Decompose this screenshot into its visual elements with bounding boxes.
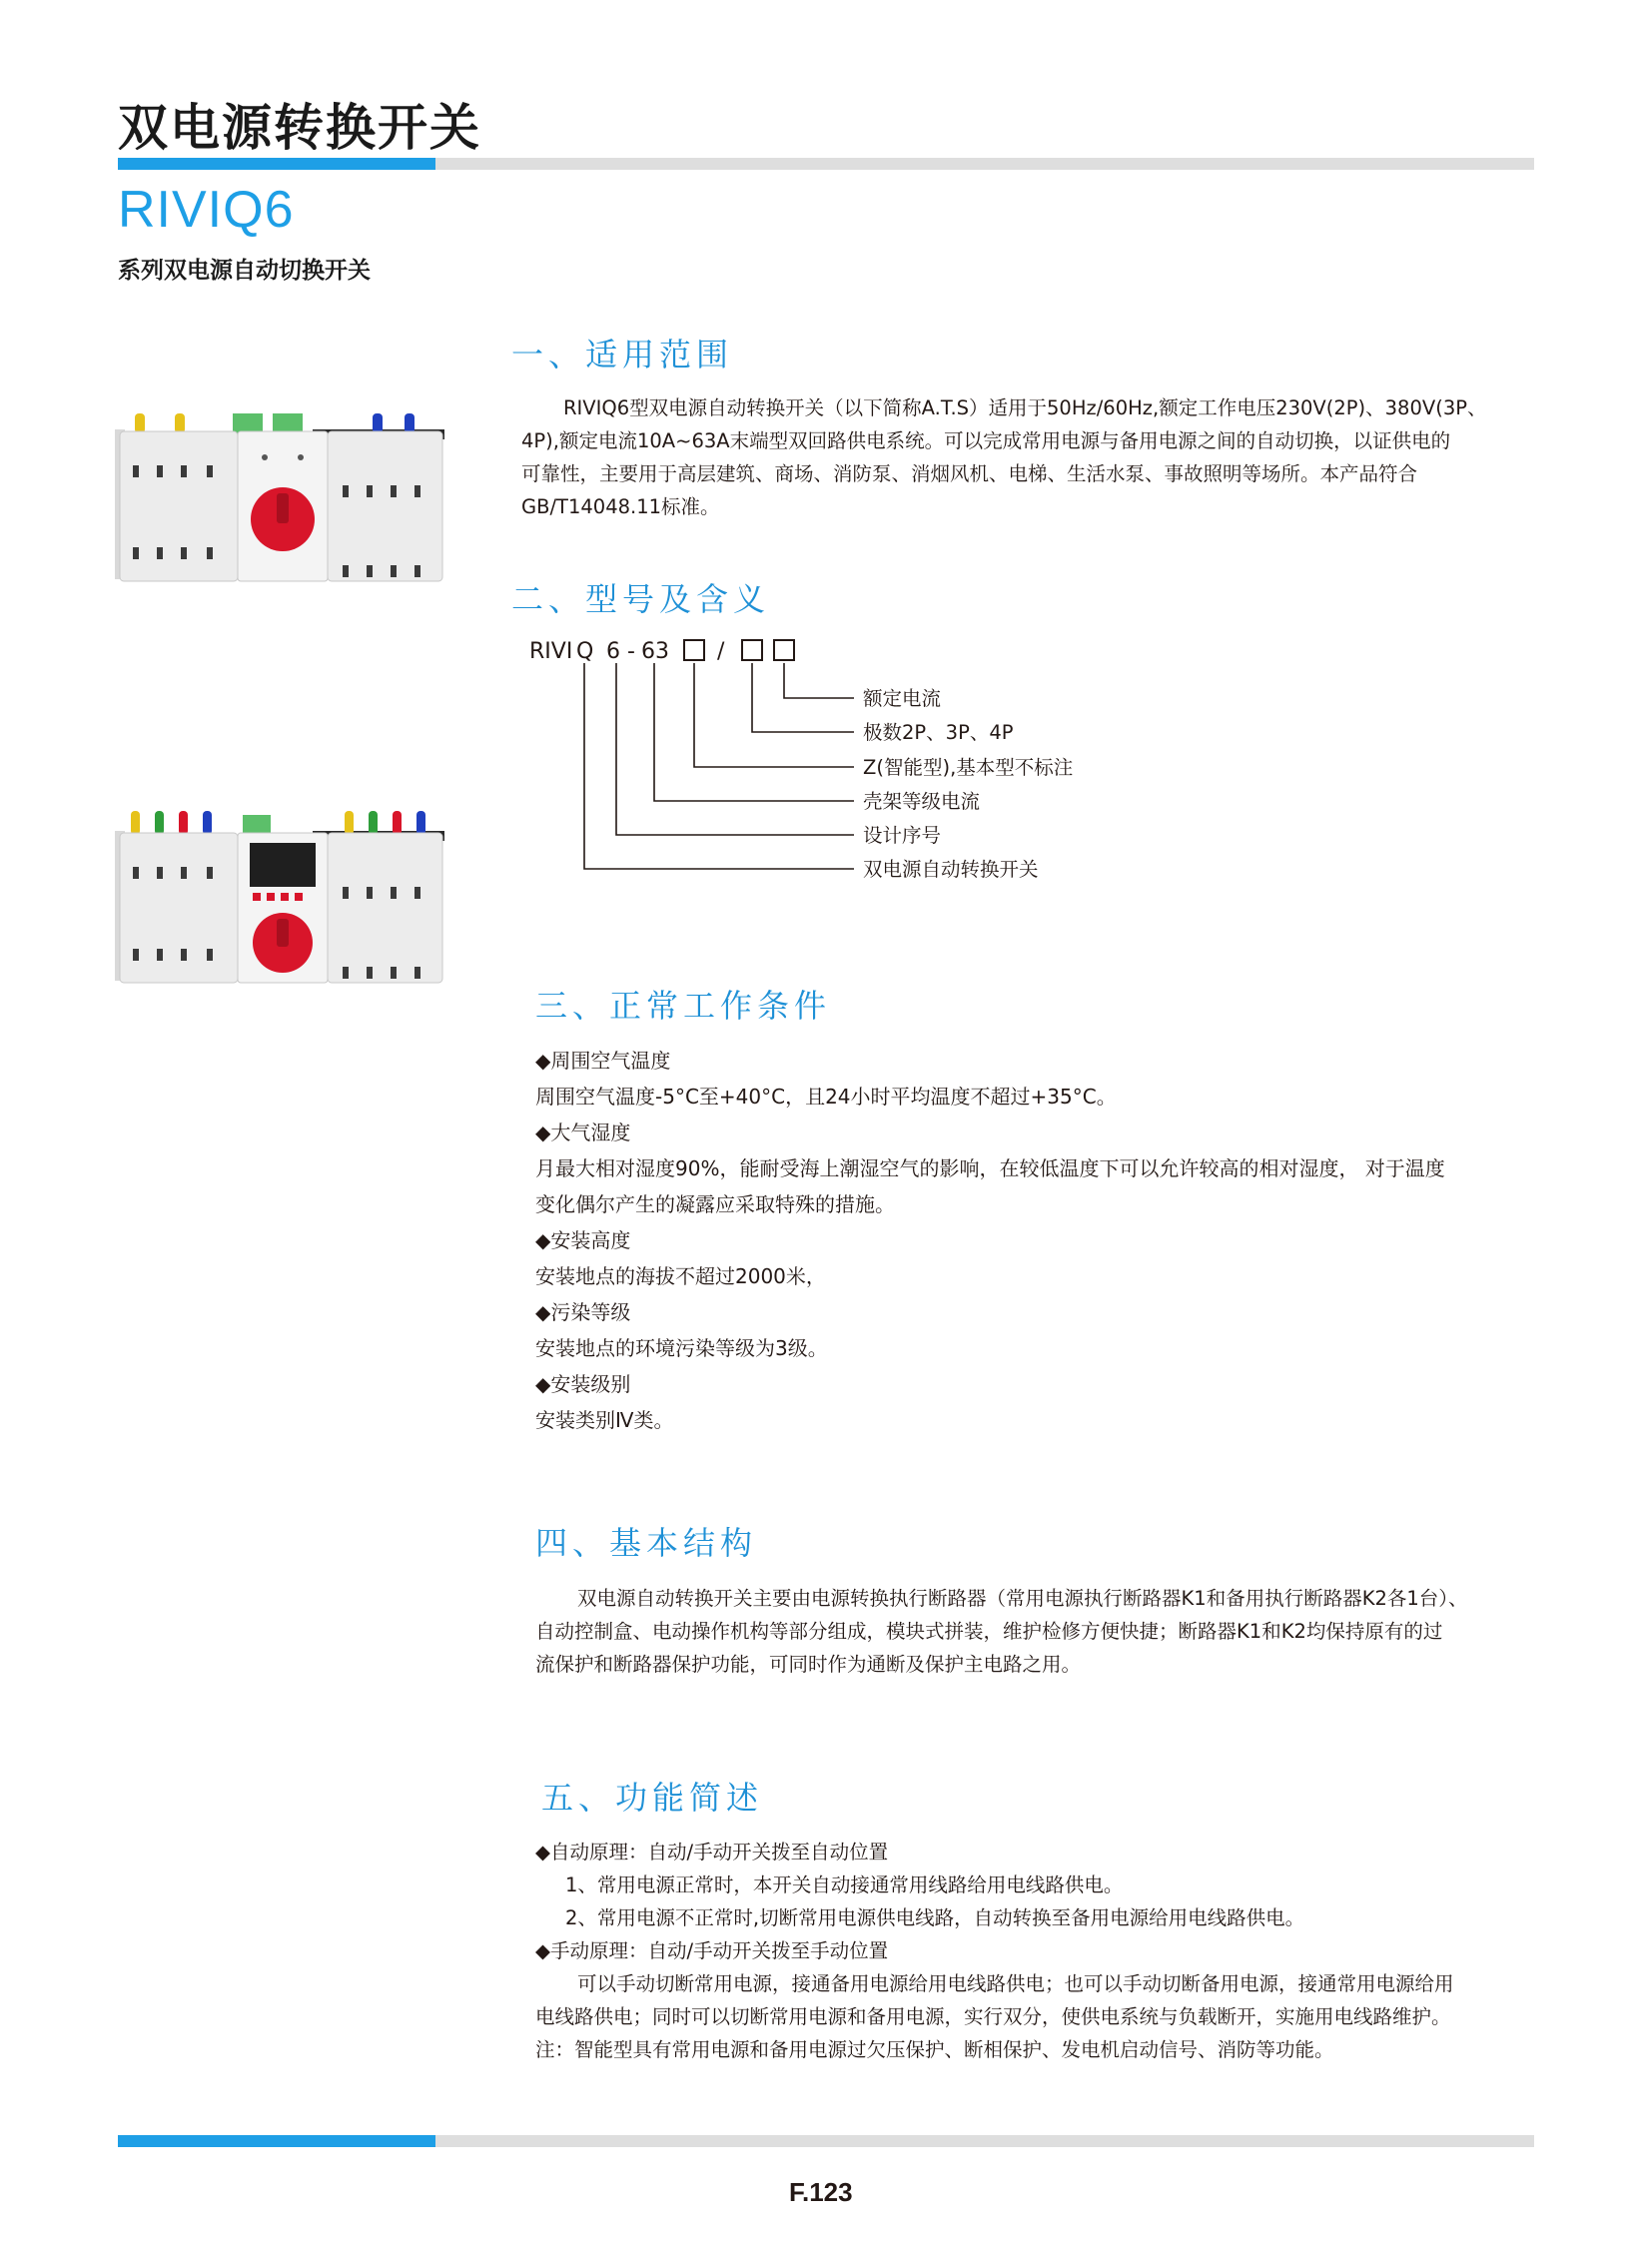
code-design-number: 6 xyxy=(606,639,620,664)
meaning-product-name: 双电源自动转换开关 xyxy=(863,858,1039,881)
product-image-standard xyxy=(115,407,447,587)
condition-text: 周围空气温度-5°C至+40°C，且24小时平均温度不超过+35°C。 xyxy=(535,1085,1117,1109)
scope-line: 4P),额定电流10A~63A末端型双回路供电系统。可以完成常用电源与备用电源之间的自动切换，以证供电的 xyxy=(521,429,1451,452)
footer-divider-accent xyxy=(118,2135,435,2147)
function-line: ◆手动原理：自动/手动开关拨至手动位置 xyxy=(535,1939,889,1962)
condition-text: 安装地点的海拔不超过2000米， xyxy=(535,1264,826,1288)
series-subtitle: 系列双电源自动切换开关 xyxy=(118,258,371,284)
structure-line: 双电源自动转换开关主要由电源转换执行断路器（常用电源执行断路器K1和备用执行断路器K2各1台）、 xyxy=(577,1587,1468,1610)
function-line: 可以手动切断常用电源，接通备用电源给用电线路供电；也可以手动切断备用电源，接通常用电源给用 xyxy=(577,1972,1454,1995)
model-code-leader-lines xyxy=(529,663,889,883)
meaning-frame-current: 壳架等级电流 xyxy=(863,790,981,813)
structure-paragraph xyxy=(535,1582,1544,1681)
structure-line: 流保护和断路器保护功能，可同时作为通断及保护主电路之用。 xyxy=(535,1653,1082,1676)
code-dash: - xyxy=(627,639,635,664)
section-heading-functions: 五、功能简述 xyxy=(541,1779,764,1817)
condition-title: ◆周围空气温度 xyxy=(535,1049,671,1073)
page-title: 双电源转换开关 xyxy=(118,99,481,157)
code-slash: / xyxy=(717,639,725,664)
function-line: 1、常用电源正常时，本开关自动接通常用线路给用电线路供电。 xyxy=(565,1873,1124,1896)
function-line: 电线路供电；同时可以切断常用电源和备用电源，实行双分，使供电系统与负载断开，实施用电线路维护。 xyxy=(535,2005,1451,2028)
function-line: 注：智能型具有常用电源和备用电源过欠压保护、断相保护、发电机启动信号、消防等功能。 xyxy=(535,2038,1334,2061)
functions-paragraph xyxy=(535,1836,1544,2066)
condition-text: 变化偶尔产生的凝露应采取特殊的措施。 xyxy=(535,1192,895,1216)
meaning-intelligent-type: Z(智能型),基本型不标注 xyxy=(863,756,1074,779)
condition-title: ◆污染等级 xyxy=(535,1300,631,1324)
code-current-box xyxy=(773,639,795,661)
condition-title: ◆安装高度 xyxy=(535,1228,631,1252)
section-heading-scope: 一、适用范围 xyxy=(511,336,734,374)
function-line: ◆自动原理：自动/手动开关拨至自动位置 xyxy=(535,1841,889,1864)
code-pole-box xyxy=(741,639,763,661)
condition-text: 安装类别Ⅳ类。 xyxy=(535,1408,674,1432)
scope-line: 可靠性，主要用于高层建筑、商场、消防泵、消烟风机、电梯、生活水泵、事故照明等场所。本产品符合 xyxy=(521,462,1418,485)
header-divider-accent xyxy=(118,158,435,170)
page-number: F.123 xyxy=(789,2177,853,2207)
scope-line: GB/T14048.11标准。 xyxy=(521,495,720,518)
section-heading-model: 二、型号及含义 xyxy=(511,580,771,618)
code-type-box xyxy=(683,639,705,661)
code-frame-current: 63 xyxy=(641,639,669,664)
model-name: RIVIQ6 xyxy=(118,181,295,239)
code-prefix: RIVI xyxy=(529,639,573,664)
conditions-list xyxy=(535,1043,1544,1438)
function-line: 2、常用电源不正常时,切断常用电源供电线路，自动转换至备用电源给用电线路供电。 xyxy=(565,1906,1305,1929)
section-heading-conditions: 三、正常工作条件 xyxy=(535,987,832,1025)
code-q: Q xyxy=(576,639,594,664)
condition-title: ◆大气湿度 xyxy=(535,1120,631,1144)
meaning-design-number: 设计序号 xyxy=(863,824,942,847)
meaning-rated-current: 额定电流 xyxy=(863,687,942,710)
scope-line: RIVIQ6型双电源自动转换开关（以下简称A.T.S）适用于50Hz/60Hz,额定工作电压230V(2P)、380V(3P、 xyxy=(563,396,1487,419)
condition-text: 月最大相对湿度90%，能耐受海上潮湿空气的影响，在较低温度下可以允许较高的相对湿度， 对于温度 xyxy=(535,1156,1445,1180)
product-image-intelligent xyxy=(115,809,447,989)
meaning-poles: 极数2P、3P、4P xyxy=(863,721,1014,744)
structure-line: 自动控制盒、电动操作机构等部分组成，模块式拼装，维护检修方便快捷；断路器K1和K2均保持原有的过 xyxy=(535,1620,1443,1643)
section-heading-structure: 四、基本结构 xyxy=(535,1524,758,1562)
condition-title: ◆安装级别 xyxy=(535,1372,631,1396)
condition-text: 安装地点的环境污染等级为3级。 xyxy=(535,1336,828,1360)
scope-paragraph xyxy=(521,391,1540,523)
